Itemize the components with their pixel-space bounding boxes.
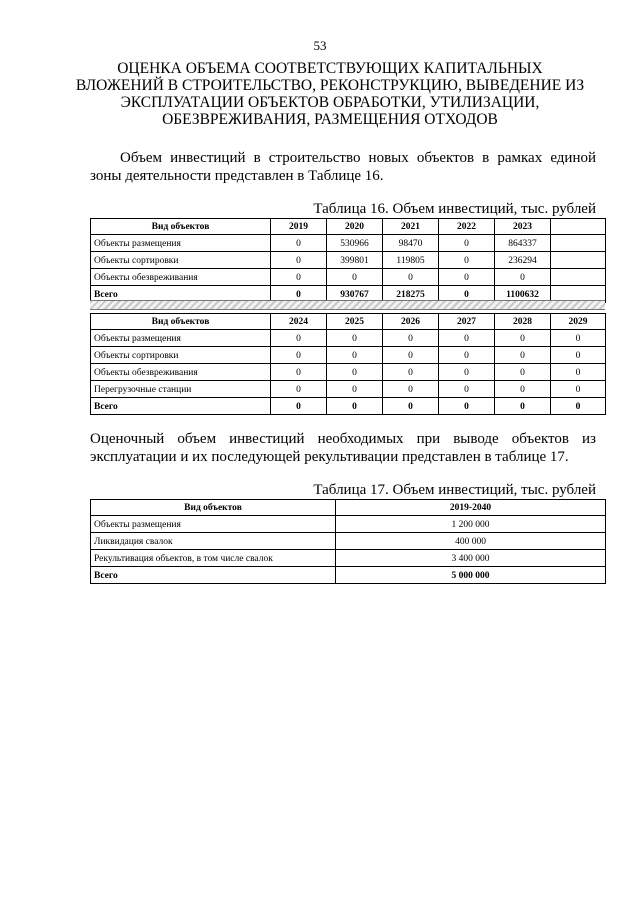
table16-caption: Таблица 16. Объем инвестиций, тыс. рублей: [313, 201, 596, 217]
value-cell: 0: [271, 286, 327, 303]
value-cell: 0: [495, 269, 551, 286]
value-cell: 0: [495, 398, 551, 415]
paragraph-table17-intro: [90, 430, 596, 466]
value-cell: 2019-2040: [336, 500, 606, 516]
table-total-row: [91, 567, 606, 584]
table16-part1: [90, 218, 606, 303]
paragraph-line: Объем инвестиций в строительство новых объектов в рамках единой: [120, 150, 596, 166]
value-cell: 0: [271, 364, 327, 381]
row-label-cell: Всего: [91, 286, 271, 303]
row-label-cell: Объекты обезвреживания: [91, 269, 271, 286]
table-row: [91, 550, 606, 567]
value-cell: 0: [271, 252, 327, 269]
table-row: [91, 252, 606, 269]
heading-line: ОЦЕНКА ОБЪЕМА СООТВЕТСТВУЮЩИХ КАПИТАЛЬНЫХ: [117, 60, 543, 77]
value-cell: 0: [271, 235, 327, 252]
value-cell: 0: [439, 364, 495, 381]
row-label-cell: Объекты сортировки: [91, 252, 271, 269]
value-cell: 2022: [439, 219, 495, 235]
value-cell: 0: [439, 347, 495, 364]
value-cell: 0: [439, 252, 495, 269]
table-row: [91, 347, 606, 364]
value-cell: 0: [439, 269, 495, 286]
value-cell: 2028: [495, 314, 551, 330]
table17: [90, 499, 606, 584]
heading-line: ОБЕЗВРЕЖИВАНИЯ, РАЗМЕЩЕНИЯ ОТХОДОВ: [162, 111, 498, 128]
value-cell: 1 200 000: [336, 516, 606, 533]
value-cell: [551, 252, 606, 269]
value-cell: 530966: [327, 235, 383, 252]
value-cell: 0: [439, 286, 495, 303]
value-cell: 2024: [271, 314, 327, 330]
value-cell: 2027: [439, 314, 495, 330]
row-label-cell: Всего: [91, 398, 271, 415]
value-cell: 1100632: [495, 286, 551, 303]
value-cell: 0: [383, 398, 439, 415]
table-row: [91, 533, 606, 550]
table-total-row: [91, 398, 606, 415]
value-cell: 0: [383, 364, 439, 381]
value-cell: 930767: [327, 286, 383, 303]
heading-line: ЭКСПЛУАТАЦИИ ОБЪЕКТОВ ОБРАБОТКИ, УТИЛИЗАЦИИ,: [120, 94, 540, 111]
value-cell: 0: [495, 347, 551, 364]
row-label-cell: Объекты обезвреживания: [91, 364, 271, 381]
value-cell: 2019: [271, 219, 327, 235]
value-cell: 3 400 000: [336, 550, 606, 567]
table-break-separator: [90, 300, 605, 310]
value-cell: 0: [271, 330, 327, 347]
value-cell: 864337: [495, 235, 551, 252]
value-cell: 0: [327, 364, 383, 381]
value-cell: 0: [383, 330, 439, 347]
value-cell: 0: [327, 347, 383, 364]
value-cell: 399801: [327, 252, 383, 269]
value-cell: 0: [439, 381, 495, 398]
value-cell: 0: [383, 347, 439, 364]
row-label-cell: Перегрузочные станции: [91, 381, 271, 398]
value-cell: 0: [551, 364, 606, 381]
table-row: [91, 516, 606, 533]
value-cell: 0: [271, 347, 327, 364]
value-cell: 0: [495, 330, 551, 347]
table-row: [91, 269, 606, 286]
value-cell: 400 000: [336, 533, 606, 550]
row-label-cell: Вид объектов: [91, 219, 271, 235]
value-cell: 0: [439, 398, 495, 415]
page-number: 53: [313, 38, 327, 53]
value-cell: [551, 219, 606, 235]
value-cell: 0: [271, 269, 327, 286]
table-row: [91, 235, 606, 252]
value-cell: 0: [551, 347, 606, 364]
table-row: [91, 364, 606, 381]
value-cell: 2023: [495, 219, 551, 235]
table-header-row: [91, 500, 606, 516]
value-cell: [551, 235, 606, 252]
value-cell: 5 000 000: [336, 567, 606, 584]
section-heading: [70, 60, 590, 128]
value-cell: 236294: [495, 252, 551, 269]
value-cell: 0: [271, 381, 327, 398]
row-label-cell: Объекты размещения: [91, 235, 271, 252]
row-label-cell: Объекты сортировки: [91, 347, 271, 364]
paragraph-line: эксплуатации и их последующей рекультивации представлен в таблице 17.: [90, 449, 569, 465]
value-cell: 0: [327, 269, 383, 286]
table-header-row: [91, 219, 606, 235]
value-cell: 0: [327, 381, 383, 398]
heading-line: ВЛОЖЕНИЙ В СТРОИТЕЛЬСТВО, РЕКОНСТРУКЦИЮ, ВЫВЕДЕНИЕ ИЗ: [75, 77, 585, 94]
table16-part2: [90, 313, 606, 415]
row-label-cell: Объекты размещения: [91, 516, 336, 533]
value-cell: 2025: [327, 314, 383, 330]
value-cell: 0: [551, 330, 606, 347]
row-label-cell: Ликвидация свалок: [91, 533, 336, 550]
value-cell: 0: [439, 235, 495, 252]
value-cell: [551, 269, 606, 286]
value-cell: 0: [551, 381, 606, 398]
value-cell: 0: [439, 330, 495, 347]
value-cell: 0: [383, 381, 439, 398]
value-cell: 0: [551, 398, 606, 415]
row-label-cell: Рекультивация объектов, в том числе свалок: [91, 550, 336, 567]
value-cell: 218275: [383, 286, 439, 303]
value-cell: 2020: [327, 219, 383, 235]
row-label-cell: Вид объектов: [91, 500, 336, 516]
value-cell: 0: [383, 269, 439, 286]
paragraph-line: зоны деятельности представлен в Таблице 16.: [90, 168, 384, 184]
row-label-cell: Вид объектов: [91, 314, 271, 330]
table-header-row: [91, 314, 606, 330]
table17-caption: Таблица 17. Объем инвестиций, тыс. рублей: [313, 482, 596, 498]
row-label-cell: Всего: [91, 567, 336, 584]
value-cell: 98470: [383, 235, 439, 252]
table-row: [91, 330, 606, 347]
value-cell: 2021: [383, 219, 439, 235]
value-cell: 0: [495, 381, 551, 398]
value-cell: 2026: [383, 314, 439, 330]
value-cell: 0: [495, 364, 551, 381]
row-label-cell: Объекты размещения: [91, 330, 271, 347]
value-cell: 119805: [383, 252, 439, 269]
value-cell: 0: [271, 398, 327, 415]
value-cell: 2029: [551, 314, 606, 330]
value-cell: 0: [327, 330, 383, 347]
paragraph-line: Оценочный объем инвестиций необходимых при выводе объектов из: [90, 431, 596, 447]
table-row: [91, 381, 606, 398]
paragraph-table16-intro: [90, 149, 596, 185]
value-cell: 0: [327, 398, 383, 415]
